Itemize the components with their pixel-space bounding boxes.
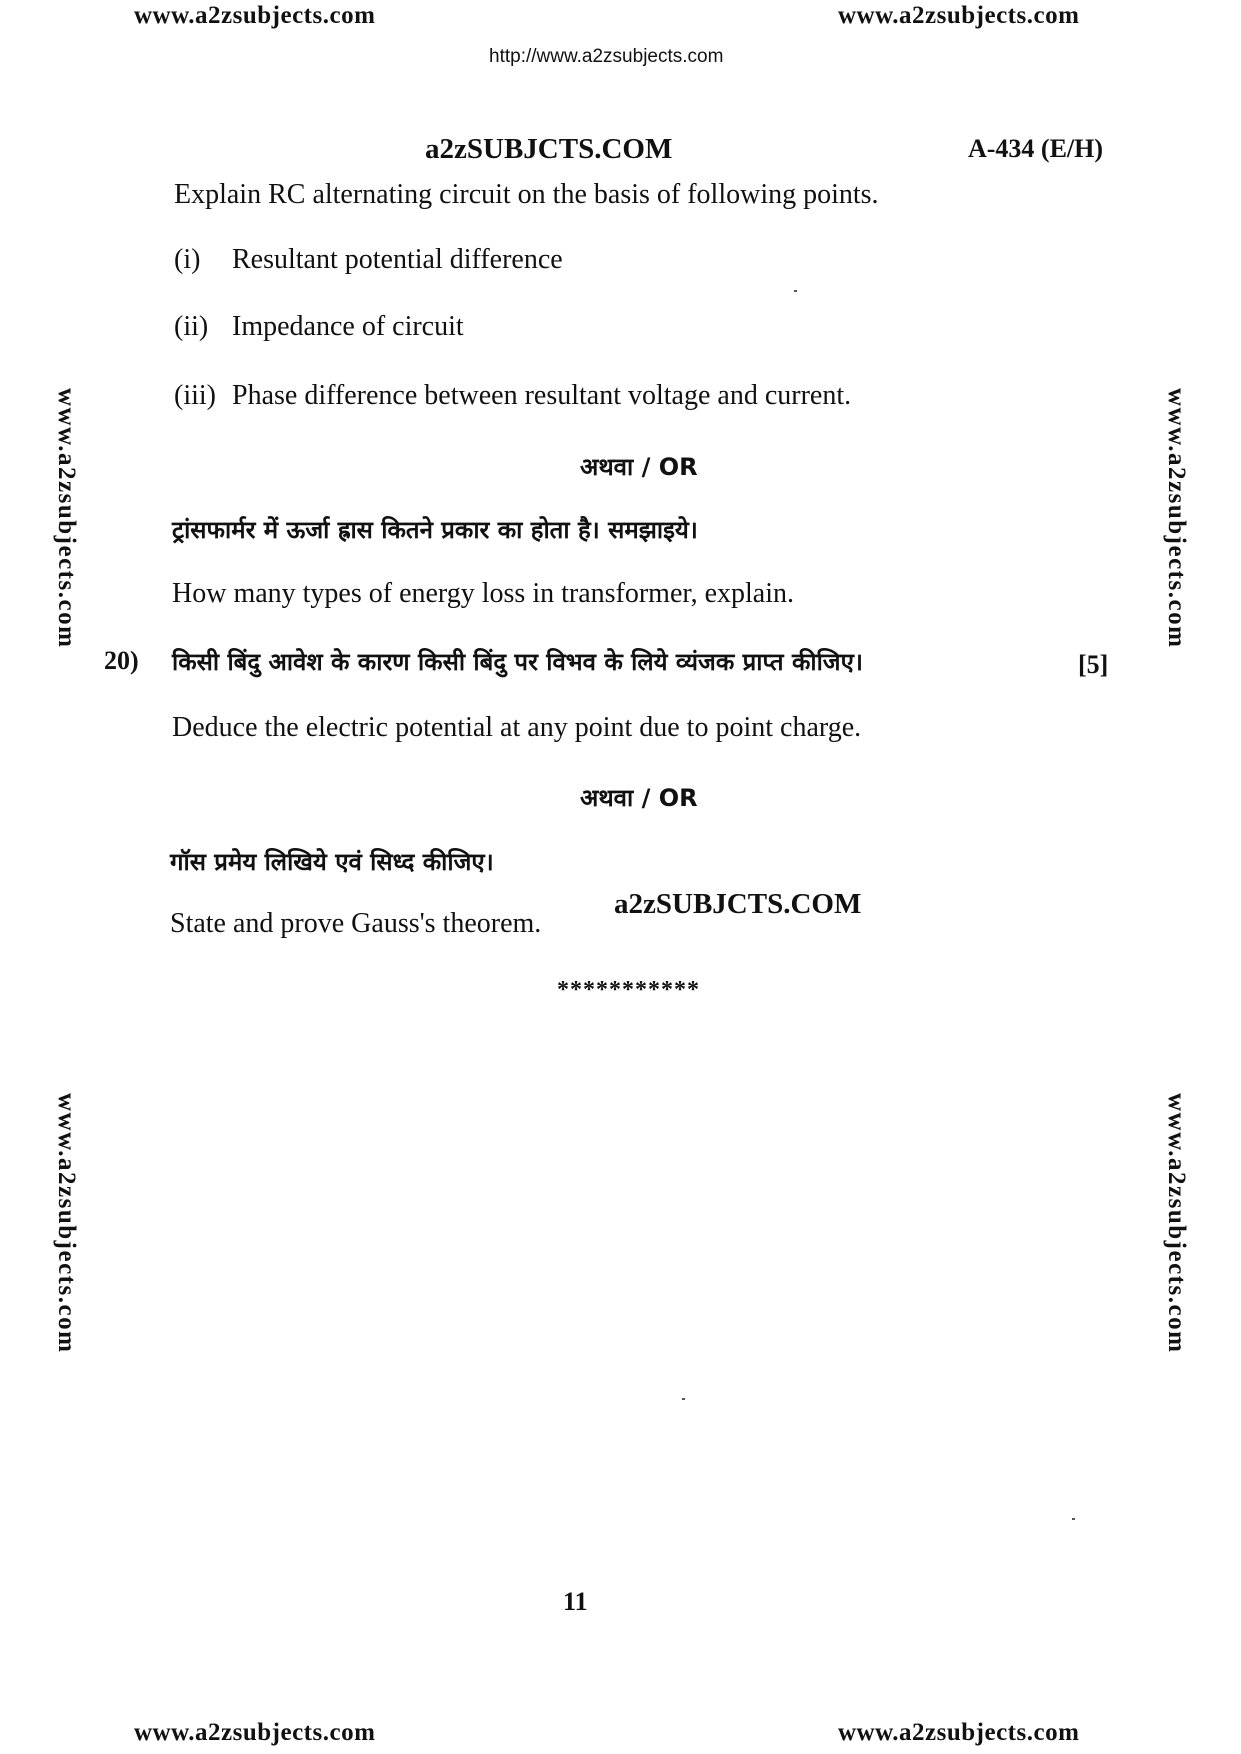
watermark-side-right-lower: www.a2zsubjects.com — [1163, 1093, 1190, 1354]
paper-code: A-434 (E/H) — [968, 134, 1104, 163]
page-number: 11 — [563, 1587, 588, 1616]
rc-circuit-question: Explain RC alternating circuit on the basis of following points. — [174, 179, 879, 210]
point-text: Impedance of circuit — [232, 311, 464, 342]
gauss-question-english: State and prove Gauss's theorem. — [170, 908, 542, 939]
watermark-side-right-upper: www.a2zsubjects.com — [1163, 388, 1190, 649]
header-url: http://www.a2zsubjects.com — [489, 46, 724, 67]
or-separator: अथवा / OR — [580, 453, 698, 481]
question-number: 20) — [104, 646, 139, 675]
watermark-side-left-lower: www.a2zsubjects.com — [53, 1093, 80, 1354]
marks: [5] — [1078, 650, 1109, 679]
watermark-bottom-left: www.a2zsubjects.com — [134, 1719, 376, 1746]
scan-speck — [1072, 1518, 1075, 1520]
watermark-side-left-upper: www.a2zsubjects.com — [53, 388, 80, 649]
end-marker: *********** — [557, 977, 700, 1003]
point-text: Phase difference between resultant voltage and current. — [232, 380, 852, 411]
potential-question-hindi: किसी बिंदु आवेश के कारण किसी बिंदु पर विभव के लिये व्यंजक प्राप्त कीजिए। — [172, 648, 863, 676]
potential-question-english: Deduce the electric potential at any point due to point charge. — [172, 712, 862, 743]
transformer-question-english: How many types of energy loss in transformer, explain. — [172, 578, 795, 609]
scan-speck — [794, 290, 797, 292]
watermark-top-left: www.a2zsubjects.com — [134, 2, 376, 29]
point-number: (ii) — [174, 311, 209, 342]
point-text: Resultant potential difference — [232, 244, 563, 275]
scan-speck — [682, 1398, 685, 1400]
watermark-top-right: www.a2zsubjects.com — [838, 2, 1080, 29]
gauss-question-hindi: गॉस प्रमेय लिखिये एवं सिध्द कीजिए। — [170, 848, 494, 876]
point-number: (i) — [174, 244, 201, 275]
point-number: (iii) — [174, 380, 216, 411]
inline-watermark: a2zSUBJCTS.COM — [614, 888, 862, 920]
watermark-bottom-right: www.a2zsubjects.com — [838, 1719, 1080, 1746]
or-separator: अथवा / OR — [580, 784, 698, 812]
transformer-question-hindi: ट्रांसफार्मर में ऊर्जा ह्रास कितने प्रकार का होता है। समझाइये। — [172, 516, 698, 544]
site-title: a2zSUBJCTS.COM — [425, 133, 673, 165]
